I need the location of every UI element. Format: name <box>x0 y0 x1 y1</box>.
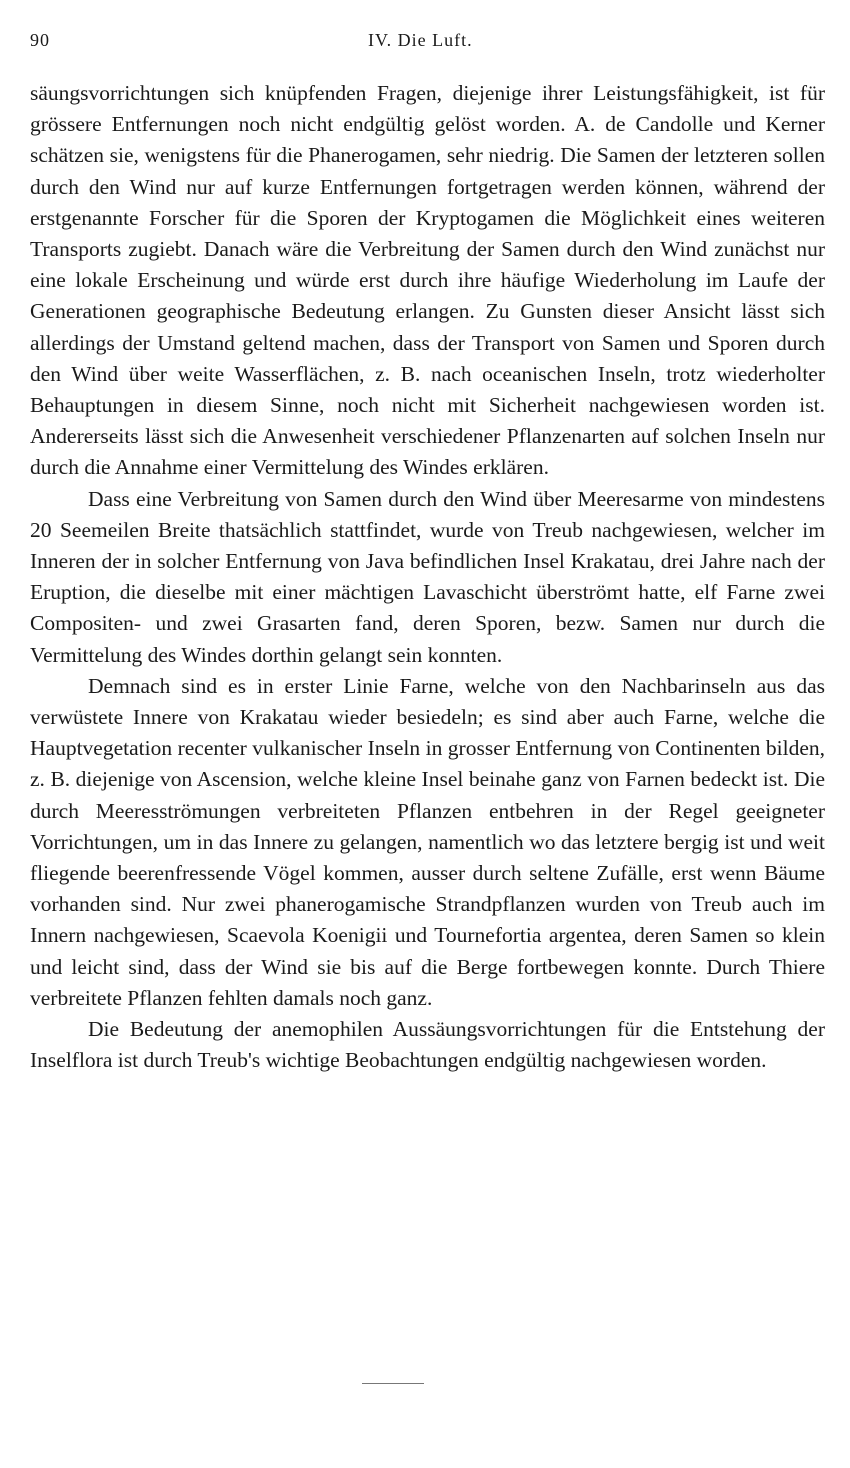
paragraph-3: Demnach sind es in erster Linie Farne, welche von den Nachbarinseln aus das verwüstete Innere von Krakatau wieder besiedeln; es sind aber auch Farne, welche die Hauptvegetation recenter vulkanischer Inseln in grosser Entfernung von Continenten bilden, z. B. diejenige von Ascension, welche kleine Insel beinahe ganz von Farnen bedeckt ist. Die durch Meeresströmungen verbreiteten Pflanzen entbehren in der Regel geeigneter Vorrichtungen, um in das Innere zu gelangen, namentlich wo das letztere bergig ist und weit fliegende beerenfressende Vögel kommen, ausser durch seltene Zufälle, erst wenn Bäume vorhanden sind. Nur zwei phanerogamische Strandpflanzen wurden von Treub auch im Innern nachgewiesen, Scaevola Koenigii und Tournefortia argentea, deren Samen so klein und leicht sind, dass der Wind sie bis auf die Berge fortbewegen konnte. Durch Thiere verbreitete Pflanzen fehlten damals noch ganz. <box>30 673 825 1010</box>
page-header <box>30 30 830 54</box>
paragraph-4: Die Bedeutung der anemophilen Aussäungsvorrichtungen für die Entstehung der Inselflora ist durch Treub's wichtige Beobachtungen endgültig nachgewiesen worden. <box>30 1017 825 1073</box>
page-number: 90 <box>30 30 50 50</box>
end-rule <box>362 1383 424 1384</box>
running-head: IV. Die Luft. <box>368 30 473 50</box>
paragraph-1: säungsvorrichtungen sich knüpfenden Fragen, diejenige ihrer Leistungsfähigkeit, ist für grössere Entfernungen noch nicht endgültig gelöst worden. A. de Candolle und Kerner schätzen sie, wenigstens für die Phanerogamen, sehr niedrig. Die Samen der letzteren sollen durch den Wind nur auf kurze Entfernungen fortgetragen werden können, während der erstgenannte Forscher für die Sporen der Kryptogamen die Möglichkeit eines weiteren Transports zugiebt. Danach wäre die Verbreitung der Samen durch den Wind zunächst nur eine lokale Erscheinung und würde erst durch ihre häufige Wiederholung im Laufe der Generationen geographische Bedeutung erlangen. Zu Gunsten dieser Ansicht lässt sich allerdings der Umstand geltend machen, dass der Transport von Samen und Sporen durch den Wind über weite Wasserflächen, z. B. nach oceanischen Inseln, trotz wiederholter Behauptungen in diesem Sinne, noch nicht mit Sicherheit nachgewiesen worden ist. Andererseits lässt sich die Anwesenheit verschiedener Pflanzenarten auf solchen Inseln nur durch die Annahme einer Vermittelung des Windes erklären. <box>30 81 825 480</box>
body-text <box>30 78 825 1077</box>
paragraph-2: Dass eine Verbreitung von Samen durch den Wind über Meeresarme von mindestens 20 Seemeilen Breite thatsächlich stattfindet, wurde von Treub nachgewiesen, welcher im Inneren der in solcher Entfernung von Java befindlichen Insel Krakatau, drei Jahre nach der Eruption, die dieselbe mit einer mächtigen Lavaschicht überströmt hatte, elf Farne zwei Compositen- und zwei Grasarten fand, deren Sporen, bezw. Samen nur durch die Vermittelung des Windes dorthin gelangt sein konnten. <box>30 486 825 667</box>
